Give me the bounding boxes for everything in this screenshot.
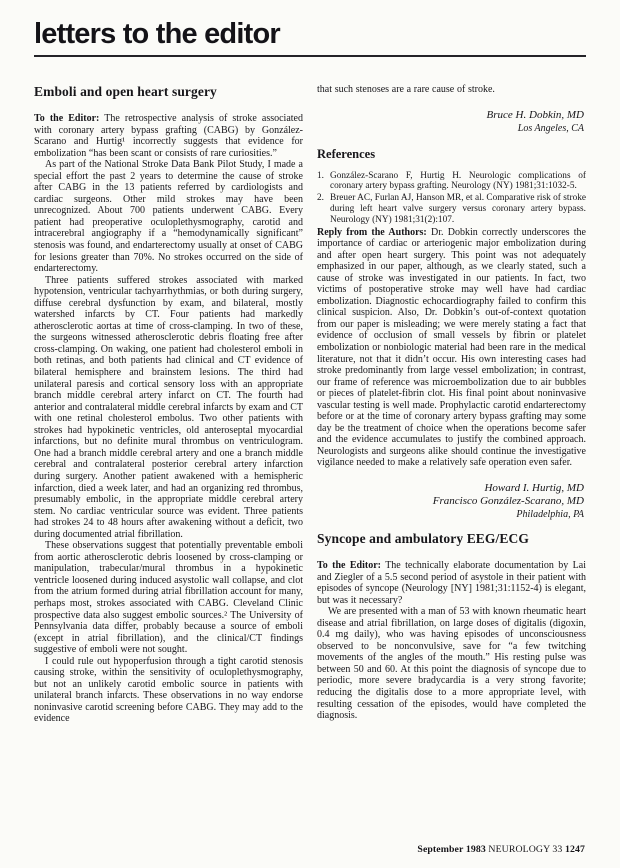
letter2-paragraph-1-text: The technically elaborate documentation by Lai and Ziegler of a 5.5 second period of asystole in their patient with episodes of syncope (Neurology [NY] 1981;31:1152-4) is elegant, but was it necessary? — [317, 560, 586, 606]
masthead-rule — [34, 55, 586, 57]
footer-journal-volume: NEUROLOGY 33 — [488, 844, 563, 855]
references-list — [317, 171, 586, 226]
letter2-paragraph-1 — [317, 560, 586, 606]
letter1-paragraph-4: These observations suggest that potentially preventable emboli from aortic atherosclerotic debris loosened by cross-clamping or manipulation, trabecular/mural thrombus in a hypokinetic ventricle loosened during induced asystolic wall collapse, and clot from the atrium formed during atrial fibrillation account for many, perhaps most, strokes associated with CABG. Cleveland Clinic prospective data also suggest embolic sources.² The University of Pennsylvania data differ, probably because a source of emboli (except in atrial fibrillation), and the clinical/CT findings suggestive of emboli were not sought. — [34, 540, 303, 656]
to-the-editor-label: To the Editor: — [317, 560, 381, 572]
reference-item — [317, 193, 586, 225]
to-the-editor-label: To the Editor: — [34, 113, 100, 124]
reply-label: Reply from the Authors: — [317, 226, 427, 238]
letter1-paragraph-3: Three patients suffered strokes associated with marked hypotension, ventricular tachyarrhythmias, or both during surgery, diffuse cerebral dysfunction by exam, and bilateral, mostly watershed infarcts by CT. Four patients had markedly atherosclerotic aortas at time of cross-clamping. In two of these, the surgeons witnessed atherosclerotic debris floating free after cross-clamping. On waking, one patient had cholesterol emboli in both retinas, and both patients had clinical and CT evidence of bilateral hemisphere and brainstem lesions. The third had unilateral paresis and cortical sensory loss with an appropriate branch middle cerebral artery infarct on CT. The fourth had anterior and contralateral middle cerebral infarcts by exam and CT with one retinal cholesterol embolus. Two other patients with strokes had hypokinetic ventricles, old anteroseptal myocardial infarctions, but no definite mural thrombus on ventriculogram. One had a branch middle cerebral artery and one a branch middle cerebral and contralateral posterior cerebral artery infarction during surgery. Another patient awakened with a hemispheric infarction, died a week later, and had an organizing red thrombus, presumably embolic, in the appropriate middle cerebral artery stem. No cardiac ventricular source was evident. Three patients had strokes 24 to 48 hours after awakening without a deficit, two during documented atrial fibrillation. — [34, 274, 303, 540]
signature-name: Francisco González-Scarano, MD — [432, 495, 584, 508]
letter1-paragraph-1-text: The retrospective analysis of stroke associated with coronary artery bypass grafting (CABG) by González-Scarano and Hurtig¹ incorrectly suggests that evidence for embolization “has been scant or consists of rare curiosities.” — [34, 113, 303, 159]
footer-issue-date: September 1983 — [417, 844, 486, 855]
reply-signature — [317, 482, 584, 521]
reference-item — [317, 171, 586, 193]
reference-number: 1. — [317, 170, 324, 181]
letter1-title: Emboli and open heart surgery — [34, 84, 217, 99]
page-footer — [417, 844, 585, 855]
letter2-paragraph-2: We are presented with a man of 53 with known rheumatic heart disease and atrial fibrillation, on large doses of digitalis (digoxin, 0.4 mg daily), who was having episodes of unconsciousness observed to be nonconvulsive, save for “a few twitching movements of the angles of the mouth.” His resting pulse was between 50 and 60. At this point the diagnosis of syncope due to periodic, more severe bradycardia is a very strong favorite; reducing the digitalis dose to a more appropriate level, with resulting cessation of the episodes, would have completed the diagnosis. — [317, 606, 586, 722]
two-column-layout — [34, 84, 586, 725]
signature-name: Howard I. Hurtig, MD — [484, 482, 584, 495]
masthead — [34, 20, 586, 57]
signature-location: Philadelphia, PA — [516, 509, 584, 521]
letter1-signature — [317, 109, 584, 135]
letter1-paragraph-5: I could rule out hypoperfusion through a tight carotid stenosis causing stroke, within the sensitivity of oculoplethysmography, but not an unlikely carotid embolic source in patients with unilateral branch infarcts. These observations in no way endorse noninvasive carotid screening before CABG. They may add to the evidence — [34, 655, 303, 725]
signature-name: Bruce H. Dobkin, MD — [486, 108, 584, 121]
references-title: References — [317, 146, 376, 161]
authors-reply-paragraph — [317, 227, 586, 469]
footer-page-number: 1247 — [565, 844, 585, 855]
reference-text: González-Scarano F, Hurtig H. Neurologic complications of coronary artery bypass grafting. Neurology (NY) 1981;31:1032-5. — [330, 170, 586, 192]
reference-number: 2. — [317, 193, 324, 204]
letter1-paragraph-5-continued: that such stenoses are a rare cause of stroke. — [317, 84, 495, 95]
letter1-paragraph-1 — [34, 113, 303, 159]
left-column — [34, 84, 303, 725]
letter2-title: Syncope and ambulatory EEG/ECG — [317, 531, 529, 547]
page-title: letters to the editor — [34, 18, 280, 50]
letter1-paragraph-2: As part of the National Stroke Data Bank Pilot Study, I made a special effort the past 2 years to determine the cause of stroke after CABG in the 13 patients referred by cardiologists and cardiac surgeons. Other mild strokes may have been unrecognized. About 700 patients underwent CABG. Every patient had preoperative oculoplethysmography, carotid and intracerebral angiography if a “hemodynamically significant” stenosis was found, and endarterectomy usually at onset of CABG for lesions greater than 70%. No strokes occurred on the side of endarterectomy. — [34, 159, 303, 275]
right-column — [317, 84, 586, 725]
reference-text: Breuer AC, Furlan AJ, Hanson MR, et al. Comparative risk of stroke during left heart valve surgery versus coronary artery bypass. Neurology (NY) 1981;31(2):107. — [330, 193, 586, 225]
reply-text: Dr. Dobkin correctly underscores the importance of cardiac or arteriogenic major embolization during and after open heart surgery. This point was not adequately emphasized in our paper, although, as we clearly stated, such a cause of stroke was investigated in our patients. In fact, two victims of postoperative stroke may well have had cardiac embolization. Diagnostic echocardiography failed to confirm this clinical suspicion. Also, Dr. Dobkin’s out-of-context quotation from our paper is misleading; we were merely stating a fact that evidence of occlusion of small vessels by fibrin or platelet embolization or nonbiologic material had been rare in the medical literature, not that it didn’t occur. His own interesting cases had stroke predominantly from large vessel embolization; in contrast, our frame of reference was microembolization due to air bubbles or pieces of platelet-fibrin clot. His final point about noninvasive vascular testing is well made. Prophylactic carotid endarterectomy before or at the time of coronary artery bypass grafting may some day be the treatment of choice when the operations become safer and the evidence accumulates to justify the combined approach. Neurologists and surgeons alike should continue the investigative vigilance needed to make a relatively safe operation even safer. — [317, 226, 586, 469]
signature-location: Los Angeles, CA — [517, 122, 584, 134]
